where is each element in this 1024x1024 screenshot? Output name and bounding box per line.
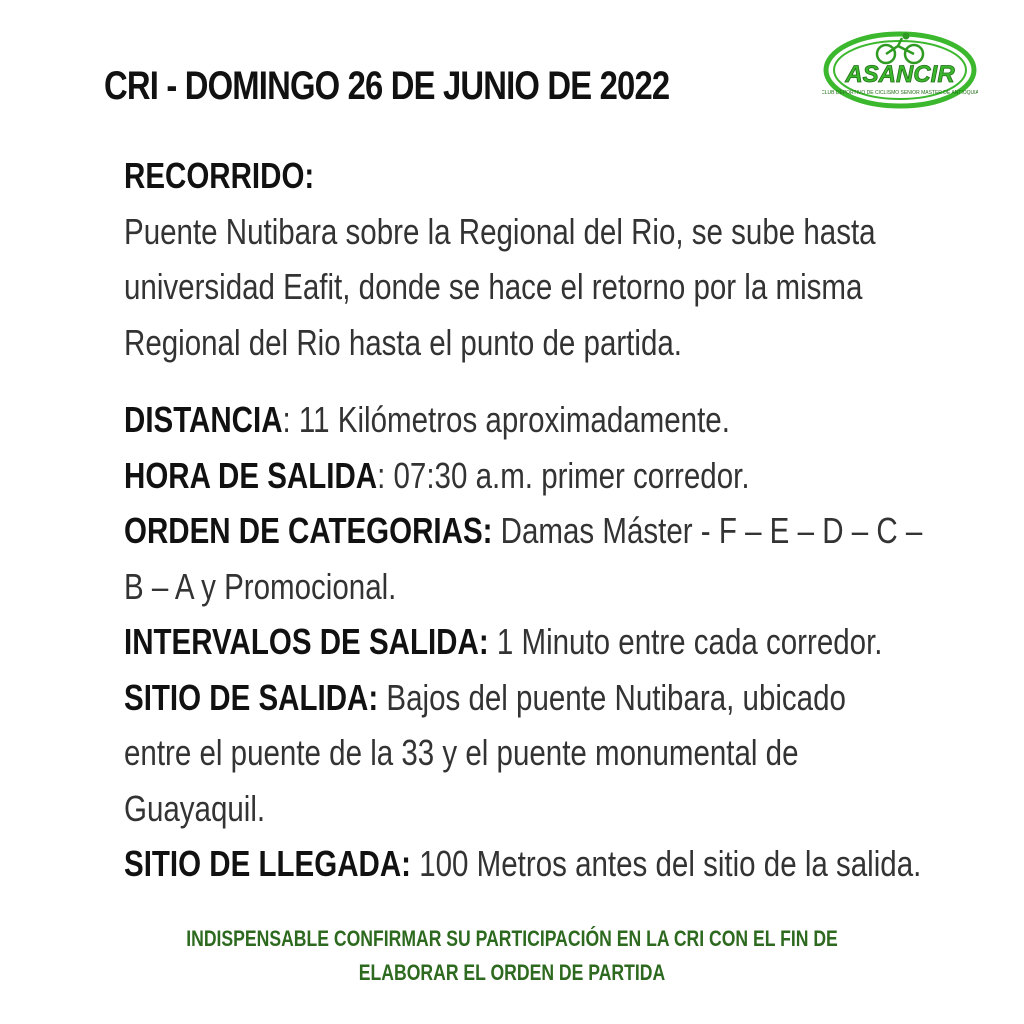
sitio-llegada-value: 100 Metros antes del sitio de la salida. (411, 843, 922, 884)
logo-subtext: CLUB DEPORTIVO DE CICLISMO SENIOR MASTER DE ANTIOQUIA (822, 90, 978, 96)
recorrido-line-2: universidad Eafit, donde se hace el retorno por la misma (124, 266, 863, 307)
intervalos-label: INTERVALOS DE SALIDA: (124, 621, 489, 662)
recorrido-line-1: Puente Nutibara sobre la Regional del Rio, se sube hasta (124, 210, 876, 252)
distancia-row (124, 392, 928, 448)
sitio-salida-value-cont-2: Guayaquil. (124, 787, 266, 829)
recorrido-heading: RECORRIDO: (124, 155, 315, 196)
footer-line-1: INDISPENSABLE CONFIRMAR SU PARTICIPACIÓN EN LA CRI CON EL FIN DE (186, 926, 838, 951)
sitio-salida-label: SITIO DE SALIDA: (124, 676, 379, 718)
orden-categorias-label: ORDEN DE CATEGORIAS: (124, 510, 493, 551)
sitio-salida-value-cont: entre el puente de la 33 y el puente monumental de (124, 732, 799, 773)
sitio-salida-value: Bajos del puente Nutibara, ubicado (378, 676, 846, 718)
event-details (124, 148, 928, 892)
footer-notice (0, 922, 1024, 990)
footer-notice-text (152, 922, 872, 990)
recorrido-line-3: Regional del Rio hasta el punto de partida. (124, 321, 682, 363)
distancia-value: : 11 Kilómetros aproximadamente. (282, 399, 730, 440)
asancir-logo (822, 28, 978, 112)
footer-line-2: ELABORAR EL ORDEN DE PARTIDA (358, 960, 666, 985)
orden-categorias-row (124, 503, 928, 559)
hora-salida-label: HORA DE SALIDA (124, 454, 378, 496)
distancia-label: DISTANCIA (124, 399, 283, 440)
intervalos-row (124, 614, 928, 670)
hora-salida-value: : 07:30 a.m. primer corredor. (377, 454, 750, 496)
section-spacer (124, 370, 928, 392)
page-title: CRI - DOMINGO 26 DE JUNIO DE 2022 (104, 64, 670, 108)
logo-wordmark: ASANCIR (845, 61, 955, 88)
asancir-logo-graphic (822, 28, 978, 112)
sitio-llegada-row (124, 836, 928, 892)
orden-categorias-value-cont: B – A y Promocional. (124, 565, 397, 607)
sitio-salida-row (124, 670, 928, 726)
hora-salida-row (124, 448, 928, 504)
intervalos-value: 1 Minuto entre cada corredor. (488, 621, 883, 662)
orden-categorias-value: Damas Máster - F – E – D – C – (492, 510, 923, 551)
sitio-llegada-label: SITIO DE LLEGADA: (124, 843, 411, 884)
